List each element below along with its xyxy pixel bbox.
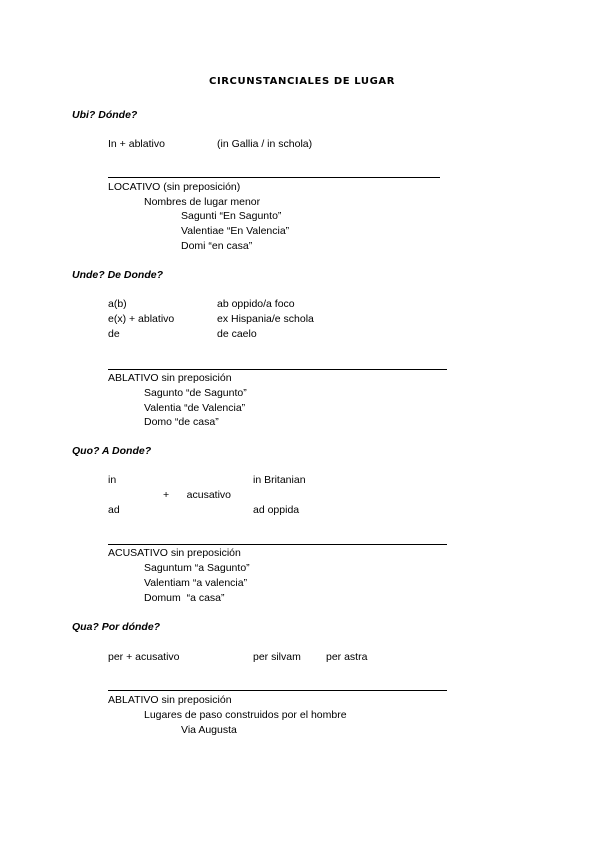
divider-line (108, 544, 447, 545)
divider-line (108, 177, 440, 178)
quo-middle: + acusativo (163, 489, 231, 501)
ubi-example-item: Sagunti “En Sagunto” (181, 210, 282, 222)
unde-example-item: Sagunto “de Sagunto” (144, 387, 247, 399)
unde-prep: e(x) + ablativo (108, 313, 175, 325)
quo-prep: ad (108, 504, 120, 516)
unde-example: de caelo (217, 328, 257, 340)
ubi-rule: In + ablativo (108, 138, 165, 150)
qua-rule: per + acusativo (108, 651, 180, 663)
ubi-example-item: Valentiae “En Valencia” (181, 225, 290, 237)
unde-example: ex Hispania/e schola (217, 313, 314, 325)
divider-line (108, 690, 447, 691)
unde-case-label: ABLATIVO sin preposición (108, 372, 232, 384)
section-heading-unde: Unde? De Donde? (72, 269, 163, 281)
quo-example-item: Valentiam “a valencia” (144, 577, 248, 589)
quo-example: in Britanian (253, 474, 306, 486)
qua-example: per astra (326, 651, 368, 663)
unde-example: ab oppido/a foco (217, 298, 295, 310)
ubi-case-label: LOCATIVO (sin preposición) (108, 181, 241, 193)
quo-example-item: Saguntum “a Sagunto” (144, 562, 250, 574)
unde-example-item: Valentia “de Valencia” (144, 402, 246, 414)
section-heading-ubi: Ubi? Dónde? (72, 109, 138, 121)
ubi-example-item: Domi “en casa” (181, 240, 253, 252)
qua-example: per silvam (253, 651, 301, 663)
quo-example: ad oppida (253, 504, 300, 516)
section-heading-qua: Qua? Por dónde? (72, 621, 161, 633)
unde-prep: a(b) (108, 298, 127, 310)
ubi-subheading: Nombres de lugar menor (144, 196, 261, 208)
divider-line (108, 369, 447, 370)
qua-case-label: ABLATIVO sin preposición (108, 694, 232, 706)
unde-example-item: Domo “de casa” (144, 416, 219, 428)
quo-case-label: ACUSATIVO sin preposición (108, 547, 241, 559)
page-title: CIRCUNSTANCIALES DE LUGAR (209, 76, 396, 87)
unde-prep: de (108, 328, 120, 340)
quo-example-item: Domum “a casa” (144, 592, 225, 604)
qua-example-item: Via Augusta (181, 724, 237, 736)
ubi-example: (in Gallia / in schola) (217, 138, 313, 150)
quo-prep: in (108, 474, 117, 486)
qua-subheading: Lugares de paso construidos por el hombre (144, 709, 347, 721)
section-heading-quo: Quo? A Donde? (72, 445, 152, 457)
